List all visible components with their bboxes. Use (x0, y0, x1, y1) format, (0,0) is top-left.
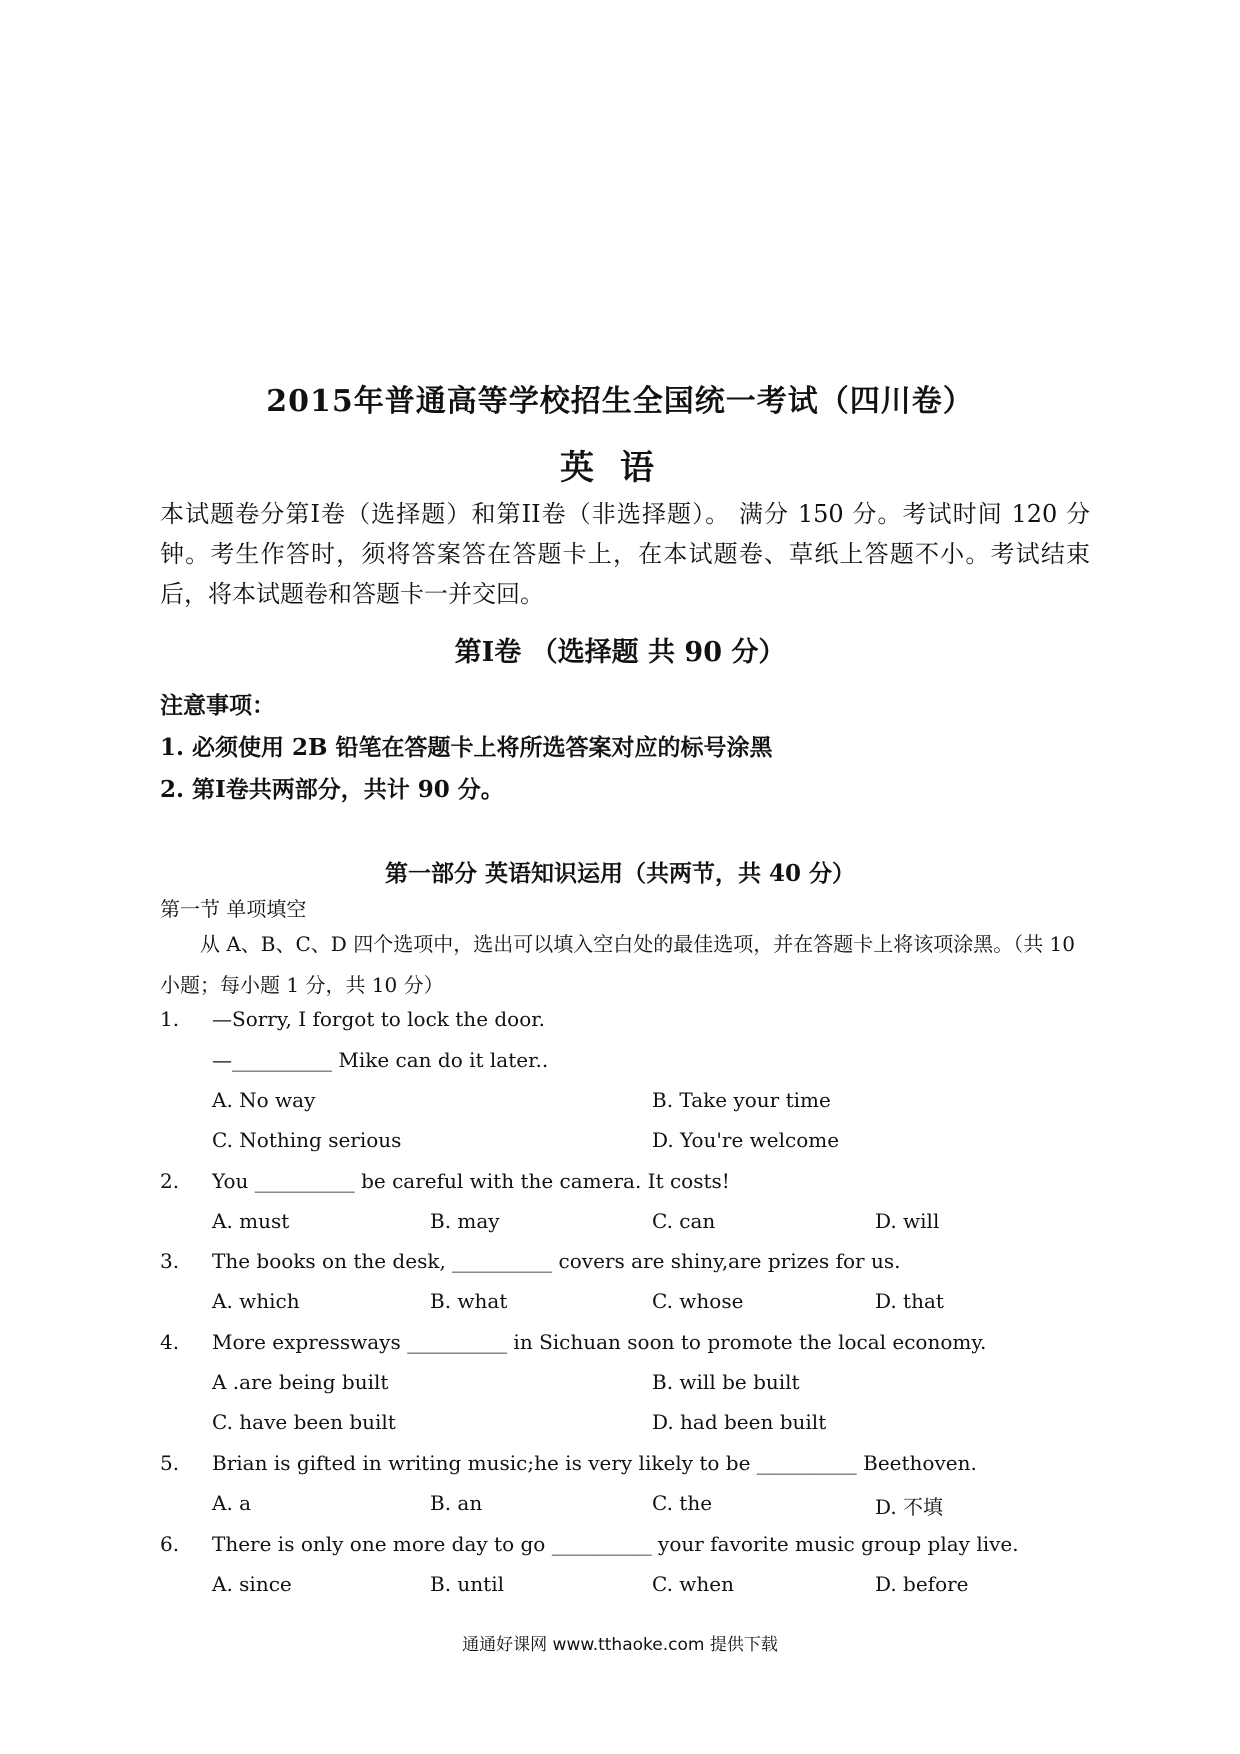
question-stem: —__________ Mike can do it later.. (212, 1048, 549, 1072)
option: D. had been built (652, 1410, 827, 1434)
section1-title: 第一节 单项填空 (160, 897, 307, 921)
option: A. since (212, 1572, 292, 1596)
option: A. must (212, 1209, 290, 1233)
question-number: 2. (160, 1169, 180, 1193)
option: D. will (875, 1209, 940, 1233)
notes-heading: 注意事项： (160, 692, 275, 719)
section1-instructions: 从 A、B、C、D 四个选项中，选出可以填入空白处的最佳选项，并在答题卡上将该项涂黑。（共 10 小题；每小题 1 分，共 10 分） (160, 932, 1075, 997)
option: B. may (430, 1209, 500, 1233)
question-number: 3. (160, 1249, 180, 1273)
page-footer: 通通好课网 www.tthaoke.com 提供下载 (462, 1635, 778, 1655)
option: A. which (212, 1289, 300, 1313)
question-stem: You __________ be careful with the camera. It costs! (212, 1169, 730, 1193)
option: C. the (652, 1491, 713, 1515)
note-item: 2. 第I卷共两部分，共计 90 分。 (160, 776, 504, 803)
question-stem: There is only one more day to go __________ your favorite music group play live. (212, 1532, 1019, 1556)
option: B. Take your time (652, 1088, 831, 1112)
option: D. You're welcome (652, 1128, 840, 1152)
volume1-heading: 第I卷 （选择题 共 90 分） (454, 637, 786, 668)
question-number: 4. (160, 1330, 180, 1354)
option: C. Nothing serious (212, 1128, 402, 1152)
option: A .are being built (212, 1370, 389, 1394)
exam-title: 2015年普通高等学校招生全国统一考试（四川卷） (266, 384, 974, 419)
question-number: 1. (160, 1007, 180, 1031)
question-stem: The books on the desk, __________ covers are shiny,are prizes for us. (212, 1249, 901, 1273)
note-item: 1. 必须使用 2B 铅笔在答题卡上将所选答案对应的标号涂黑 (160, 734, 773, 761)
question-stem: Brian is gifted in writing music;he is very likely to be __________ Beethoven. (212, 1451, 977, 1475)
question-number: 5. (160, 1451, 180, 1475)
option: C. whose (652, 1289, 744, 1313)
exam-intro: 本试题卷分第I卷（选择题）和第II卷（非选择题）。 满分 150 分。考试时间 120 分钟。考生作答时，须将答案答在答题卡上，在本试题卷、草纸上答题不小。考试结束后，将本试题卷和答题卡一并交回。 (160, 500, 1090, 608)
option: B. will be built (652, 1370, 800, 1394)
option: C. have been built (212, 1410, 396, 1434)
option: A. No way (212, 1088, 316, 1112)
option: D. that (875, 1289, 944, 1313)
option: A. a (212, 1491, 252, 1515)
question-stem: More expressways __________ in Sichuan soon to promote the local economy. (212, 1330, 987, 1354)
option: B. an (430, 1491, 483, 1515)
question-stem: —Sorry, I forgot to lock the door. (212, 1007, 545, 1031)
option: C. can (652, 1209, 716, 1233)
question-number: 6. (160, 1532, 180, 1556)
part1-heading: 第一部分 英语知识运用（共两节，共 40 分） (384, 860, 856, 887)
option: C. when (652, 1572, 735, 1596)
option: D. 不填 (875, 1495, 944, 1519)
option: B. what (430, 1289, 508, 1313)
option: D. before (875, 1572, 969, 1596)
subject-title: 英语 (560, 448, 680, 488)
option: B. until (430, 1572, 505, 1596)
